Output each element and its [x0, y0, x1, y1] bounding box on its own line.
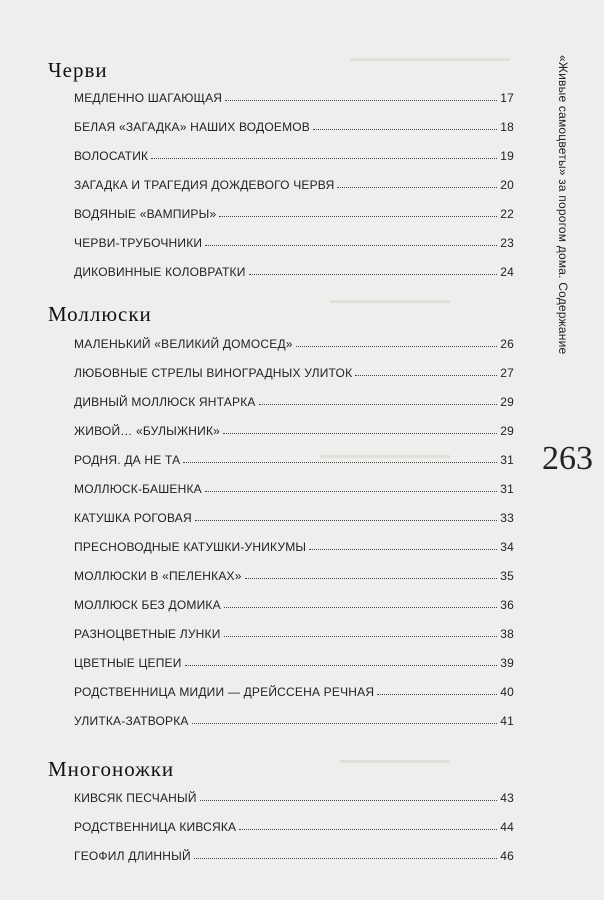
- toc-entry-page: 44: [500, 820, 514, 834]
- toc-entry-title: МОЛЛЮСКИ В «ПЕЛЕНКАХ»: [74, 569, 242, 583]
- dot-leader: [245, 577, 497, 579]
- dot-leader: [185, 664, 497, 666]
- toc-entry: [74, 845, 514, 863]
- toc-entry-title: МОЛЛЮСК-БАШЕНКА: [74, 482, 202, 496]
- toc-entry-title: МОЛЛЮСК БЕЗ ДОМИКА: [74, 598, 221, 612]
- toc-entry: [74, 507, 514, 525]
- toc-entry-page: 19: [500, 149, 514, 163]
- toc-entry-page: 38: [500, 627, 514, 641]
- toc-entry: [74, 710, 514, 728]
- dot-leader: [313, 128, 497, 130]
- toc-entry-title: ЛЮБОВНЫЕ СТРЕЛЫ ВИНОГРАДНЫХ УЛИТОК: [74, 366, 353, 380]
- dot-leader: [223, 432, 497, 434]
- toc-entry: [74, 232, 514, 250]
- toc-entry-title: КИВСЯК ПЕСЧАНЫЙ: [74, 791, 197, 805]
- toc-entry-title: ДИКОВИННЫЕ КОЛОВРАТКИ: [74, 265, 246, 279]
- toc-entry-title: ЗАГАДКА И ТРАГЕДИЯ ДОЖДЕВОГО ЧЕРВЯ: [74, 178, 335, 192]
- toc-entry-title: ЧЕРВИ-ТРУБОЧНИКИ: [74, 236, 203, 250]
- page-number: 263: [542, 440, 593, 477]
- toc-entry-page: 31: [500, 453, 514, 467]
- dot-leader: [194, 857, 497, 859]
- dot-leader: [355, 374, 497, 376]
- toc-entry-title: РОДНЯ. ДА НЕ ТА: [74, 453, 181, 467]
- dot-leader: [195, 519, 497, 521]
- toc-entry-title: БЕЛАЯ «ЗАГАДКА» НАШИХ ВОДОЕМОВ: [74, 120, 311, 134]
- toc-entry: [74, 536, 514, 554]
- toc-entry-page: 43: [500, 791, 514, 805]
- toc-entry-title: ВОЛОСАТИК: [74, 149, 149, 163]
- toc-entry-title: ЖИВОЙ… «БУЛЫЖНИК»: [74, 424, 221, 438]
- bleed-through: [340, 760, 450, 763]
- dot-leader: [337, 186, 497, 188]
- toc-entry-title: КАТУШКА РОГОВАЯ: [74, 511, 192, 525]
- toc-entry-page: 23: [500, 236, 514, 250]
- toc-entry-page: 39: [500, 656, 514, 670]
- dot-leader: [377, 693, 497, 695]
- dot-leader: [309, 548, 497, 550]
- dot-leader: [151, 157, 497, 159]
- toc-entry-page: 36: [500, 598, 514, 612]
- toc-entry-title: ПРЕСНОВОДНЫЕ КАТУШКИ-УНИКУМЫ: [74, 540, 307, 554]
- toc-entry-page: 34: [500, 540, 514, 554]
- toc-entry-page: 24: [500, 265, 514, 279]
- toc-entry-title: РОДСТВЕННИЦА КИВСЯКА: [74, 820, 237, 834]
- toc-entry: [74, 420, 514, 438]
- toc-entry-page: 27: [500, 366, 514, 380]
- dot-leader: [192, 722, 497, 724]
- toc-entry-title: ДИВНЫЙ МОЛЛЮСК ЯНТАРКА: [74, 395, 256, 409]
- toc-entry-page: 29: [500, 395, 514, 409]
- toc-entry-title: РАЗНОЦВЕТНЫЕ ЛУНКИ: [74, 627, 221, 641]
- toc-entry: [74, 203, 514, 221]
- toc-entry-page: 40: [500, 685, 514, 699]
- dot-leader: [259, 403, 497, 405]
- section-title-worms: Черви: [48, 58, 108, 82]
- dot-leader: [296, 345, 497, 347]
- toc-entry: [74, 565, 514, 583]
- running-header: «Живые самоцветы» за порогом дома. Содержание: [556, 55, 570, 355]
- toc-entry: [74, 261, 514, 279]
- dot-leader: [205, 490, 497, 492]
- toc-entry: [74, 145, 514, 163]
- toc-entry-page: 41: [500, 714, 514, 728]
- toc-entry: [74, 816, 514, 834]
- toc-entry-page: 35: [500, 569, 514, 583]
- toc-entry-page: 33: [500, 511, 514, 525]
- toc-entry-page: 22: [500, 207, 514, 221]
- toc-entry: [74, 594, 514, 612]
- toc-entry: [74, 449, 514, 467]
- dot-leader: [183, 461, 497, 463]
- toc-entry-title: УЛИТКА-ЗАТВОРКА: [74, 714, 189, 728]
- toc-entry-title: МАЛЕНЬКИЙ «ВЕЛИКИЙ ДОМОСЕД»: [74, 337, 293, 351]
- toc-entry: [74, 116, 514, 134]
- toc-entry-page: 29: [500, 424, 514, 438]
- dot-leader: [200, 799, 497, 801]
- bleed-through: [350, 58, 510, 61]
- toc-entry: [74, 787, 514, 805]
- toc-entry-title: МЕДЛЕННО ШАГАЮЩАЯ: [74, 91, 223, 105]
- section-title-millipedes: Многоножки: [48, 757, 175, 781]
- dot-leader: [239, 828, 497, 830]
- toc-entry: [74, 681, 514, 699]
- toc-entry: [74, 478, 514, 496]
- toc-entry-title: ГЕОФИЛ ДЛИННЫЙ: [74, 849, 191, 863]
- toc-entry-page: 31: [500, 482, 514, 496]
- toc-entry-page: 18: [500, 120, 514, 134]
- toc-entry: [74, 623, 514, 641]
- toc-entry-title: ВОДЯНЫЕ «ВАМПИРЫ»: [74, 207, 217, 221]
- toc-entry: [74, 333, 514, 351]
- bleed-through: [330, 300, 450, 303]
- toc-entry: [74, 87, 514, 105]
- dot-leader: [219, 215, 497, 217]
- dot-leader: [224, 606, 497, 608]
- dot-leader: [205, 244, 497, 246]
- toc-entry-title: ЦВЕТНЫЕ ЦЕПЕИ: [74, 656, 182, 670]
- toc-entry: [74, 391, 514, 409]
- dot-leader: [249, 273, 497, 275]
- toc-entry-title: РОДСТВЕННИЦА МИДИИ — ДРЕЙССЕНА РЕЧНАЯ: [74, 685, 375, 699]
- section-title-mollusks: Моллюски: [48, 302, 152, 326]
- toc-entry: [74, 362, 514, 380]
- toc-entry-page: 26: [500, 337, 514, 351]
- dot-leader: [224, 635, 497, 637]
- toc-entry-page: 46: [500, 849, 514, 863]
- toc-entry: [74, 652, 514, 670]
- dot-leader: [225, 99, 497, 101]
- toc-entry: [74, 174, 514, 192]
- toc-entry-page: 20: [500, 178, 514, 192]
- toc-entry-page: 17: [500, 91, 514, 105]
